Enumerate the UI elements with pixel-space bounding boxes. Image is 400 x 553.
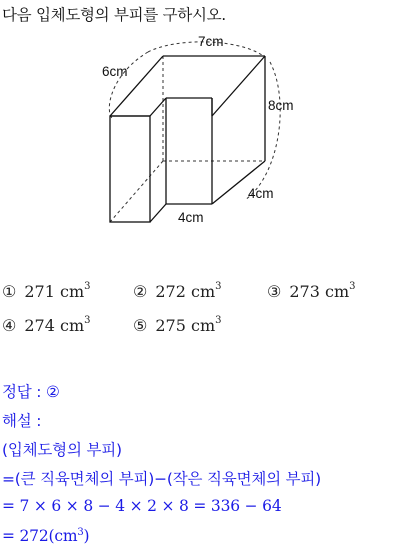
choice-4[interactable]: ④ 274 $cm^3$ <box>2 314 91 335</box>
label-7cm: 7cm <box>198 34 224 49</box>
label-6cm: 6cm <box>102 64 128 79</box>
solid-figure <box>0 0 400 240</box>
answer-line: 정답 : ② <box>2 383 60 401</box>
label-4cm-right: 4cm <box>248 186 274 201</box>
explanation-line-3: = 7 × 6 × 8 − 4 × 2 × 8 = 336 − 64 <box>2 497 282 515</box>
hidden-edges <box>110 56 265 222</box>
dashed-guide-arc <box>109 52 280 200</box>
question-text: 다음 입체도형의 부피를 구하시오. <box>2 6 226 24</box>
label-4cm-bottom: 4cm <box>178 210 204 225</box>
choice-2[interactable]: ② 272 $cm^3$ <box>133 280 222 301</box>
choice-1[interactable]: ① 271 $cm^3$ <box>2 280 91 301</box>
explanation-line-1: (입체도형의 부피) <box>2 441 122 459</box>
visible-edges <box>110 56 265 222</box>
choice-5[interactable]: ⑤ 275 $cm^3$ <box>133 314 222 335</box>
explanation-line-2: =(큰 직육면체의 부피)−(작은 직육면체의 부피) <box>2 470 322 488</box>
choice-3[interactable]: ③ 273 $cm^3$ <box>267 280 356 301</box>
explanation-line-4: = $272(cm^3)$ <box>2 527 90 546</box>
explanation-heading: 해설 : <box>2 412 42 430</box>
label-8cm: 8cm <box>268 98 294 113</box>
